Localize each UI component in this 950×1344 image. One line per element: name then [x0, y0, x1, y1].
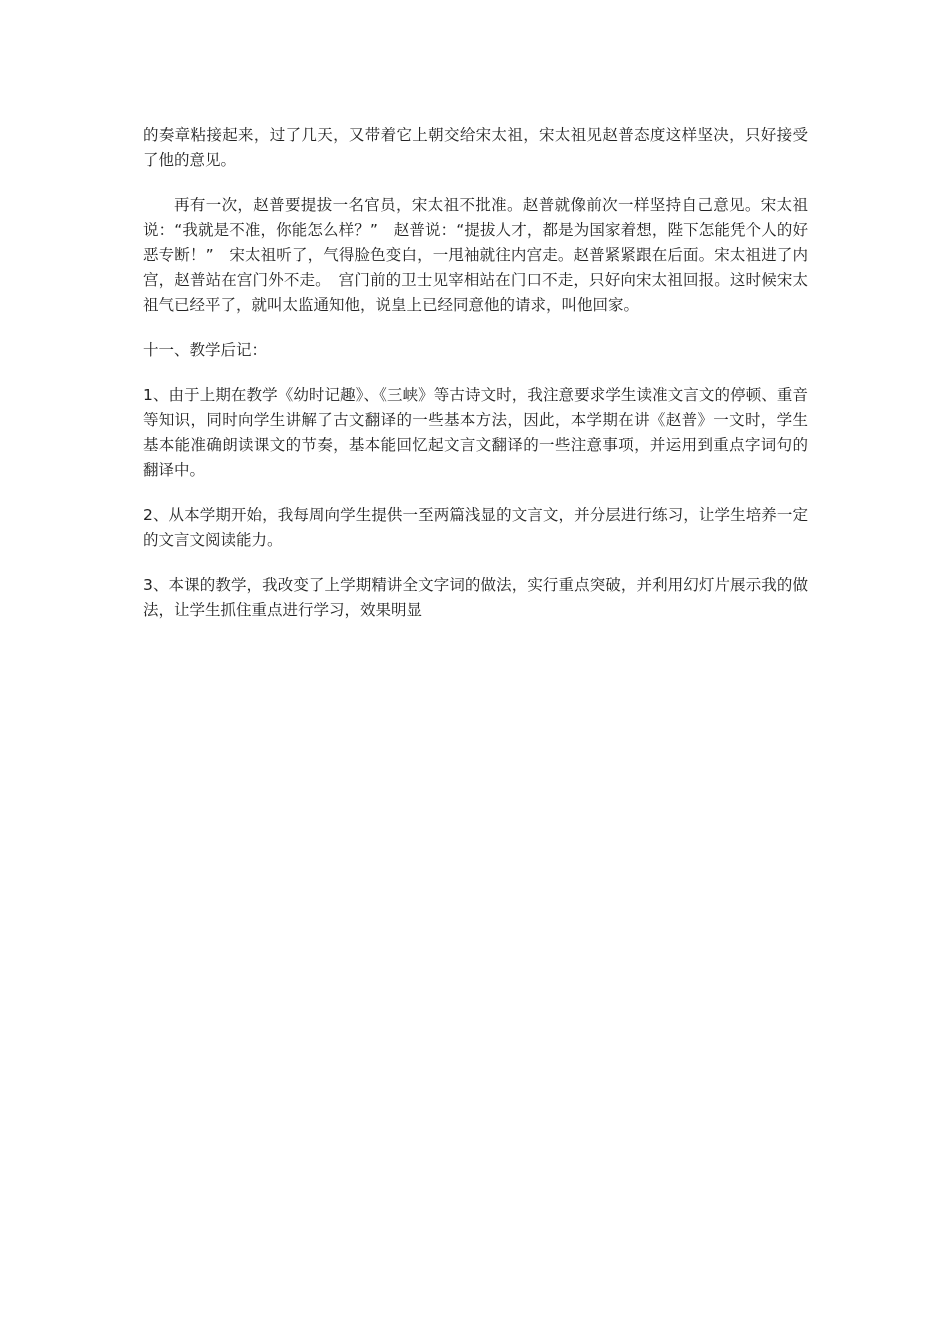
section-heading: 十一、教学后记：	[143, 341, 268, 359]
document-body	[143, 123, 808, 643]
list-item-3: 3、本课的教学，我改变了上学期精讲全文字词的做法，实行重点突破，并利用幻灯片展示我的做法，让学生抓住重点进行学习，效果明显	[143, 576, 808, 619]
list-item-1: 1、由于上期在教学《幼时记趣》、《三峡》等古诗文时，我注意要求学生读准文言文的停顿、重音等知识，同时向学生讲解了古文翻译的一些基本方法，因此，本学期在讲《赵普》一文时，学生基本能准确朗读课文的节奏，基本能回忆起文言文翻译的一些注意事项，并运用到重点字词句的翻译中。	[143, 386, 808, 479]
list-item-2: 2、从本学期开始，我每周向学生提供一至两篇浅显的文言文，并分层进行练习，让学生培养一定的文言文阅读能力。	[143, 506, 808, 549]
paragraph-story: 再有一次，赵普要提拔一名官员，宋太祖不批准。赵普就像前次一样坚持自己意见。宋太祖说：“我就是不准，你能怎么样？” 赵普说：“提拔人才，都是为国家着想，陛下怎能凭个人的好恶专断！” 宋太祖听了，气得脸色变白，一甩袖就往内宫走。赵普紧紧跟在后面。宋太祖进了内宫，赵普站在宫门外不走。 宫门前的卫士见宰相站在门口不走，只好向宋太祖回报。这时候宋太祖气已经平了，就叫太监通知他，说皇上已经同意他的请求，叫他回家。	[143, 196, 808, 314]
paragraph-continuation: 的奏章粘接起来，过了几天，又带着它上朝交给宋太祖，宋太祖见赵普态度这样坚决，只好接受了他的意见。	[143, 126, 808, 169]
